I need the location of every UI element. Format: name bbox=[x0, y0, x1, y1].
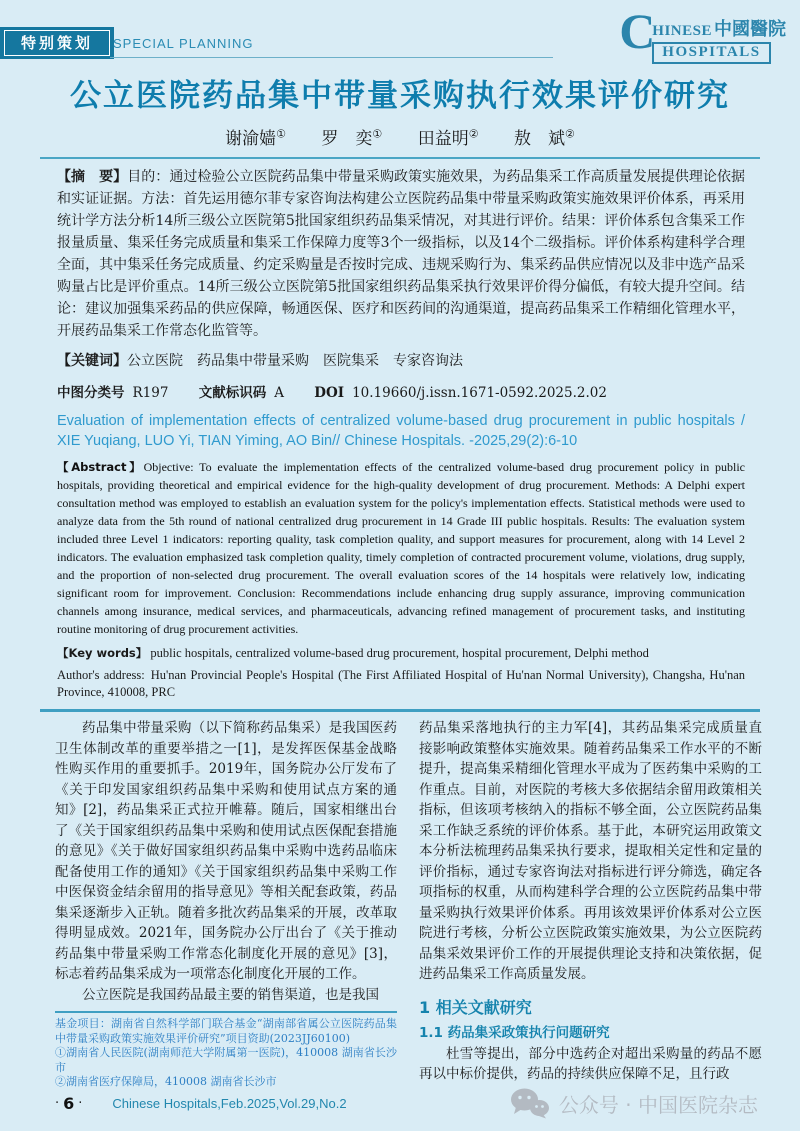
author-address bbox=[57, 667, 745, 701]
clc-value: R197 bbox=[132, 385, 169, 401]
section-heading-1-1: 1.1 药品集采政策执行问题研究 bbox=[419, 1024, 610, 1041]
author bbox=[514, 129, 575, 149]
logo-right-block bbox=[652, 10, 786, 64]
affiliation-2: ②湖南省医疗保障局，410008 湖南省长沙市 bbox=[55, 1075, 277, 1088]
page-footer bbox=[0, 1088, 800, 1119]
chinese-abstract-text: 目的：通过检验公立医院药品集中带量采购政策实施效果，为药品集采工作高质量发展提供理论依据和实证证据。方法：首先运用德尔菲专家咨询法构建公立医院药品集中带量采购政策实施效果评价体系，再采用统计学方法分析14所三级公立医院第5批国家组织药品集采情况，对其进行评价。结果：评价体系包含集采工作报量质量、集采任务完成质量和集采工作保障力度等3个一级指标，以及14个二级指标。评价体系构建科学合理全面，其中集采任务完成质量、约定采购量是否按时完成、违规采购行为、集采药品供应情况以及非中选产品采购量占比是评价重点。14所三级公立医院第5批国家组织药品集采执行效果评价得分偏低，有较大提升空间。结论：建议加强集采药品的供应保障，畅通医保、医疗和医药间的沟通渠道，提高药品集采工作精细化管理水平，开展药品集采工作常态化监管等。 bbox=[57, 169, 746, 339]
author-name: 敖 斌 bbox=[513, 129, 565, 149]
body-paragraph: 药品集中带量采购（以下简称药品集采）是我国医药卫生体制改革的重要举措之一[1]，是发挥医保基金战略性购买作用的重要抓手。2019年，国务院办公厅发布了《关于印发国家组织药品集中采购和使用试点方案的通知》[2]，药品集采正式拉开帷幕。随后，国家相继出台了《关于国家组织药品集中采购和使用试点医保配套措施的意见》《关于做好国家组织药品集中采购中选药品临床配备使用工作的通知》《关于国家组织药品集中采购工作中医保资金结余留用的指导意见》等相关配套政策，药品集采逐渐步入正轨。随着多批次药品集采的开展，改革取得明显成效。2021年，国务院办公厅出台了《关于推动药品集中带量采购工作常态化制度化开展的意见》[3]，标志着药品集采成为一项常态化制度化开展的工作。 bbox=[55, 720, 397, 982]
english-citation: Evaluation of implementation effects of centralized volume-based drug procurement in public hospitals / XIE Yuqiang, LUO Yi, TIAN Yiming, AO Bin// Chinese Hospitals. -2025,29(2):6-10 bbox=[57, 413, 745, 449]
body-paragraph: 公立医院是我国药品最主要的销售渠道，也是我国 bbox=[82, 986, 379, 1003]
body-paragraph: 药品集采落地执行的主力军[4]，其药品集采完成质量直接影响政策整体实施效果。随着药品集采工作水平的不断提升，提高集采精细化管理水平成为了医药集中采购的工作重点。目前，对医院的考核大多依据结余留用政策相关指标，但该项考核纳入的指标不够全面，公立医院药品集采工作缺乏系统的评价体系。基于此，本研究运用政策文本分析法梳理药品集采执行要求，提取相关定性和定量的评价指标，通过专家咨询法对指标进行评分筛选，确定各项指标的权重，从而构建科学合理的公立医院药品集中带量采购执行效果评价体系。再用该效果评价体系对公立医院进行考核，分析公立医院政策实施效果，为公立医院药品集采效果评价工作的开展提供理论支持和决策依据，促进药品集采工作高质量发展。 bbox=[419, 720, 762, 982]
english-keywords-text: public hospitals, centralized volume-based drug procurement, hospital procurement, Delphi method bbox=[150, 646, 649, 660]
wechat-account-label: 公众号 · 中国医院杂志 bbox=[558, 1093, 758, 1117]
wechat-icon bbox=[510, 1088, 550, 1119]
author bbox=[321, 129, 382, 149]
english-abstract-label: 【Abstract】 bbox=[57, 460, 144, 474]
footer-right bbox=[510, 1088, 758, 1119]
author-name: 田益明 bbox=[417, 129, 469, 149]
chinese-keywords-label: 【关键词】 bbox=[57, 353, 127, 369]
author-affiliation-mark: ① bbox=[372, 127, 383, 141]
author bbox=[418, 129, 479, 149]
page-header bbox=[0, 0, 800, 58]
author-name: 谢渝嫱 bbox=[225, 129, 277, 149]
page-number-dot: · bbox=[55, 1096, 60, 1111]
logo-hinese-text: HINESE bbox=[652, 23, 712, 39]
author bbox=[225, 129, 286, 149]
header-underline bbox=[110, 57, 553, 58]
doi bbox=[314, 385, 607, 401]
english-abstract bbox=[57, 458, 745, 638]
author-name: 罗 奕 bbox=[321, 129, 373, 149]
footnote-block bbox=[55, 1011, 397, 1090]
document-code bbox=[199, 385, 284, 401]
document-code-label: 文献标识码 bbox=[198, 385, 267, 401]
chinese-abstract-label: 【摘 要】 bbox=[57, 169, 128, 185]
footnote-divider bbox=[55, 1011, 397, 1013]
divider-under-authors bbox=[40, 157, 760, 159]
chinese-keywords bbox=[57, 350, 745, 372]
author-affiliation-mark: ② bbox=[468, 127, 479, 141]
page-number: 6 bbox=[63, 1094, 75, 1113]
author-affiliation-mark: ① bbox=[276, 127, 287, 141]
logo-hospitals-box: HOSPITALS bbox=[652, 42, 770, 64]
article-title: 公立医院药品集中带量采购执行效果评价研究 bbox=[70, 78, 730, 114]
author-list bbox=[0, 124, 800, 149]
left-column bbox=[55, 718, 397, 1090]
logo-top-line bbox=[652, 15, 786, 41]
classification-line bbox=[57, 381, 745, 401]
author-affiliation-mark: ② bbox=[564, 127, 575, 141]
affiliation-1: ①湖南省人民医院(湖南师范大学附属第一医院)，410008 湖南省长沙市 bbox=[55, 1046, 397, 1074]
column-badge-english: SPECIAL PLANNING bbox=[113, 36, 254, 51]
clc-label: 中图分类号 bbox=[57, 385, 125, 401]
logo-chinese-name: 中國醫院 bbox=[714, 19, 786, 40]
doi-value: 10.19660/j.issn.1671-0592.2025.2.02 bbox=[352, 385, 607, 401]
english-keywords bbox=[57, 645, 745, 661]
page-number-dot: · bbox=[78, 1096, 83, 1111]
front-matter bbox=[0, 166, 800, 701]
article-body bbox=[0, 712, 800, 1090]
column-badge bbox=[0, 27, 114, 59]
author-address-label: Author's address: bbox=[57, 668, 145, 682]
footer-left bbox=[55, 1094, 347, 1113]
english-abstract-text: Objective: To evaluate the implementation effects of the centralized volume-based drug procurement policy in public hospitals, providing theoretical and empirical evidence for the high-quality development of drug procurement. Methods: A Delphi expert consultation method was employed to establish an evaluation system for the policy's implementation effects. Statistical methods were used to analyze data from the 5th round of national centralized drug procurement in 14 Grade III public hospitals. Results: The evaluation system included three Level 1 indicators: reporting quality, task completion quality, and support measures for procurement, along with 14 Level 2 indicators. The evaluation emphasized task completion quality, timely completion of contracted procurement volume, violations, drug supply, and the proportion of non-selected drug procurement. The overall evaluation scores of the 14 hospitals were relatively low, indicating significant room for improvement. Conclusion: Recommendations include enhancing drug supply assurance, improving communication channels among insurance, medical services, and pharmaceuticals, advancing refined management of procurement tasks, and instituting routine monitoring of drug procurement activities. bbox=[57, 460, 745, 636]
section-heading-1: 1 相关文献研究 bbox=[419, 997, 532, 1017]
clc-number bbox=[57, 385, 168, 401]
logo-letter-c: C bbox=[619, 3, 656, 59]
english-keywords-label: 【Key words】 bbox=[57, 646, 148, 660]
document-code-value: A bbox=[274, 385, 284, 401]
column-badge-label: 特别策划 bbox=[4, 30, 110, 56]
funding-note: 基金项目：湖南省自然科学部门联合基金“湖南部省属公立医院药品集中带量采购政策实施效果评价研究”项目资助(2023JJ60100) bbox=[55, 1017, 397, 1045]
right-column bbox=[419, 718, 762, 1090]
chinese-abstract bbox=[57, 166, 745, 342]
journal-citation: Chinese Hospitals,Feb.2025,Vol.29,No.2 bbox=[112, 1096, 347, 1111]
author-address-text: Hu'nan Provincial People's Hospital (The First Affiliated Hospital of Hu'nan Normal University), Changsha, Hu'nan Province, 410008, PRC bbox=[57, 668, 745, 699]
chinese-keywords-text: 公立医院 药品集中带量采购 医院集采 专家咨询法 bbox=[127, 353, 463, 369]
journal-logo bbox=[619, 3, 786, 64]
doi-label: DOI bbox=[314, 385, 345, 401]
body-paragraph: 杜雪等提出，部分中选药企对超出采购量的药品不愿再以中标价提供，药品的持续供应保障不足，且行政 bbox=[419, 1045, 762, 1082]
